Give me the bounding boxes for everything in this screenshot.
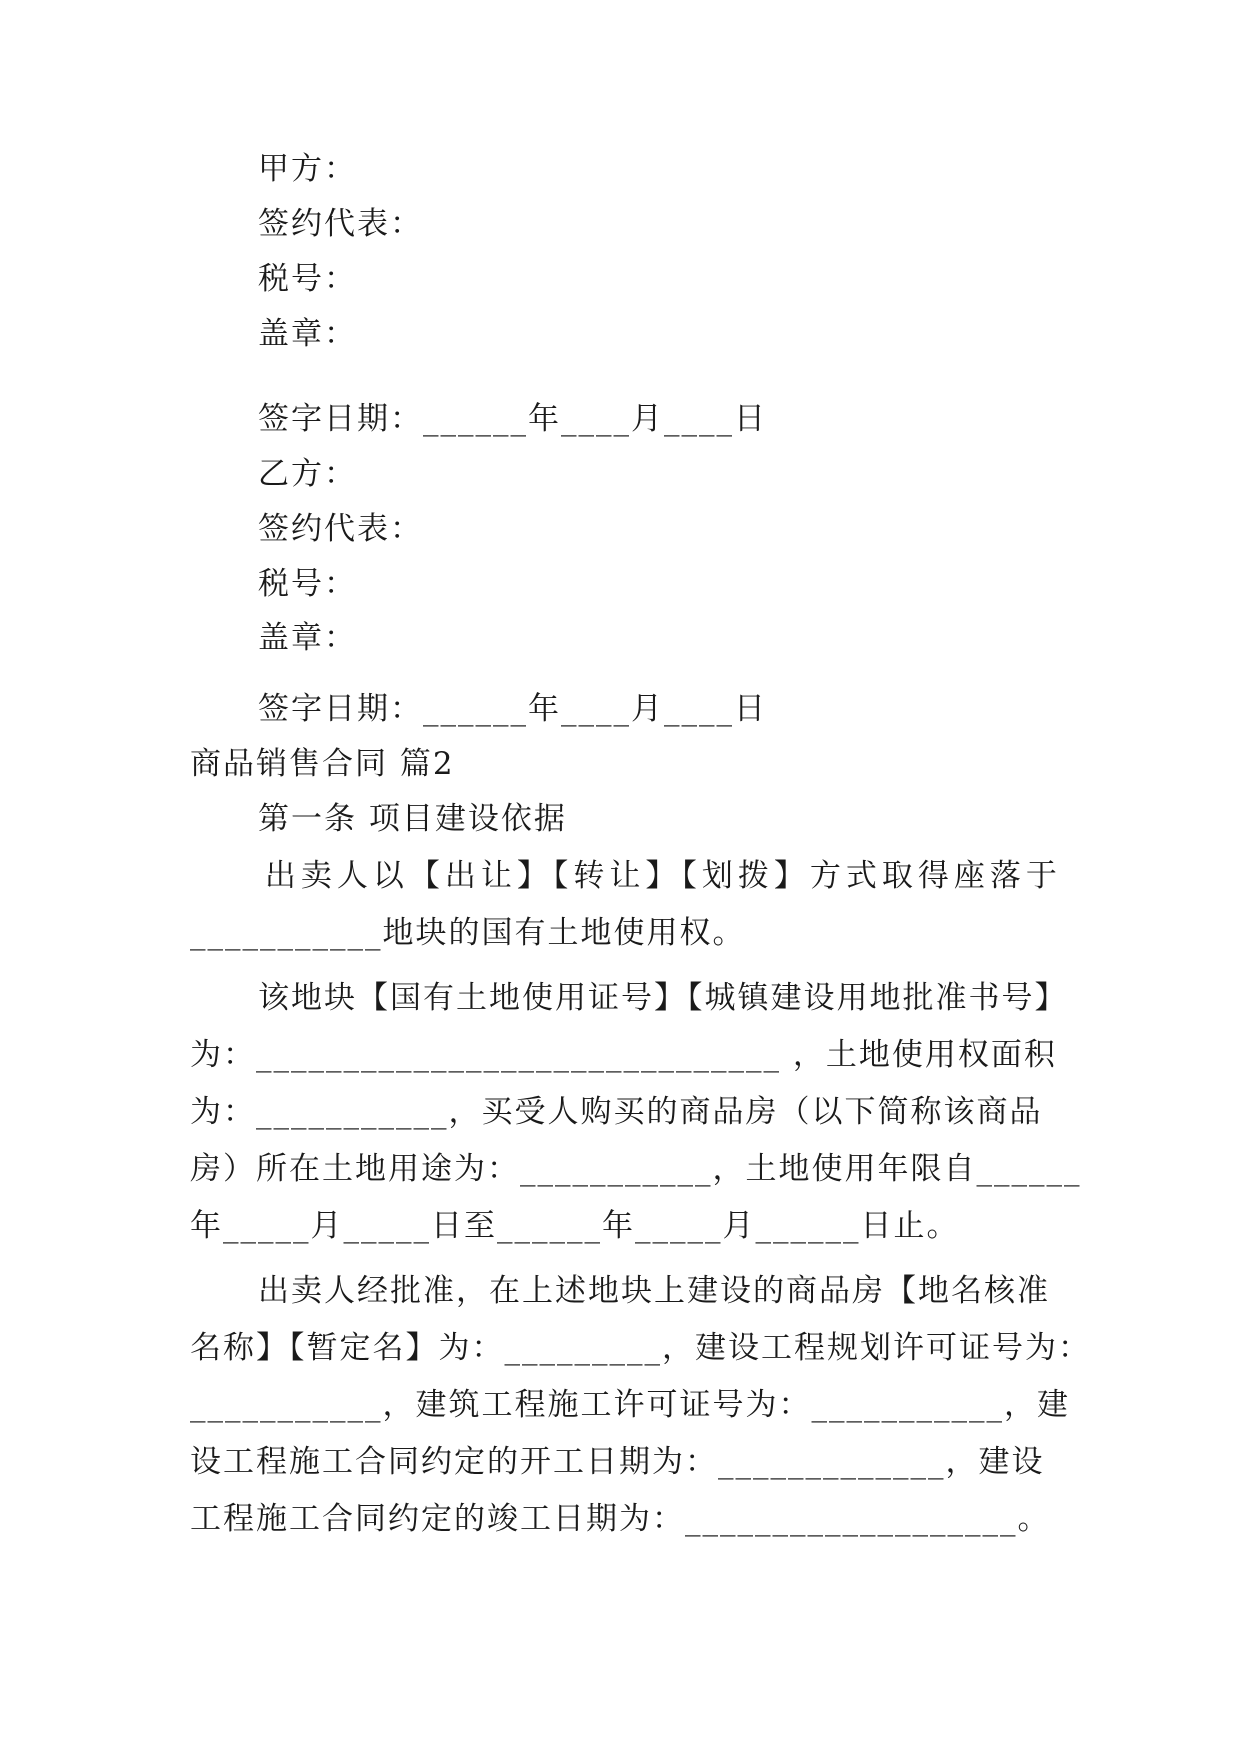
party-b-seal: 盖章：: [258, 620, 357, 656]
paragraph-line: 设工程施工合同约定的开工日期为：_____________，建设: [190, 1444, 1045, 1480]
party-a-seal: 盖章：: [258, 316, 357, 352]
paragraph-line: 房）所在土地用途为：___________，土地使用年限自______: [190, 1151, 1082, 1187]
paragraph-line: 名称】【暂定名】为：_________，建设工程规划许可证号为：: [190, 1330, 1091, 1366]
party-b-representative: 签约代表：: [258, 511, 423, 547]
article-heading: 第一条 项目建设依据: [258, 801, 567, 837]
paragraph-line: 该地块【国有土地使用证号】【城镇建设用地批准书号】: [258, 980, 1068, 1016]
party-a-tax-no: 税号：: [258, 261, 357, 297]
paragraph-line: 为：___________，买受人购买的商品房（以下简称该商品: [190, 1094, 1043, 1130]
party-b-tax-no: 税号：: [258, 566, 357, 602]
section-title: 商品销售合同 篇2: [190, 746, 455, 782]
party-a-sign-date: 签字日期：______年____月____日: [258, 401, 767, 437]
paragraph-line: 年_____月_____日至______年_____月______日止。: [190, 1208, 960, 1244]
paragraph-line: ___________，建筑工程施工许可证号为：___________，建: [190, 1387, 1070, 1423]
paragraph-line: ___________地块的国有土地使用权。: [190, 915, 746, 951]
party-a-label: 甲方：: [258, 151, 357, 187]
paragraph-line: 出卖人以【出让】【转让】【划拨】方式取得座落于: [250, 858, 1062, 894]
party-a-representative: 签约代表：: [258, 206, 423, 242]
paragraph-line: 为：______________________________ ，土地使用权面积: [190, 1037, 1057, 1073]
paragraph-line: 出卖人经批准，在上述地块上建设的商品房【地名核准: [258, 1273, 1050, 1309]
party-b-sign-date: 签字日期：______年____月____日: [258, 691, 767, 727]
party-b-label: 乙方：: [258, 456, 357, 492]
paragraph-line: 工程施工合同约定的竣工日期为：___________________。: [190, 1501, 1051, 1537]
